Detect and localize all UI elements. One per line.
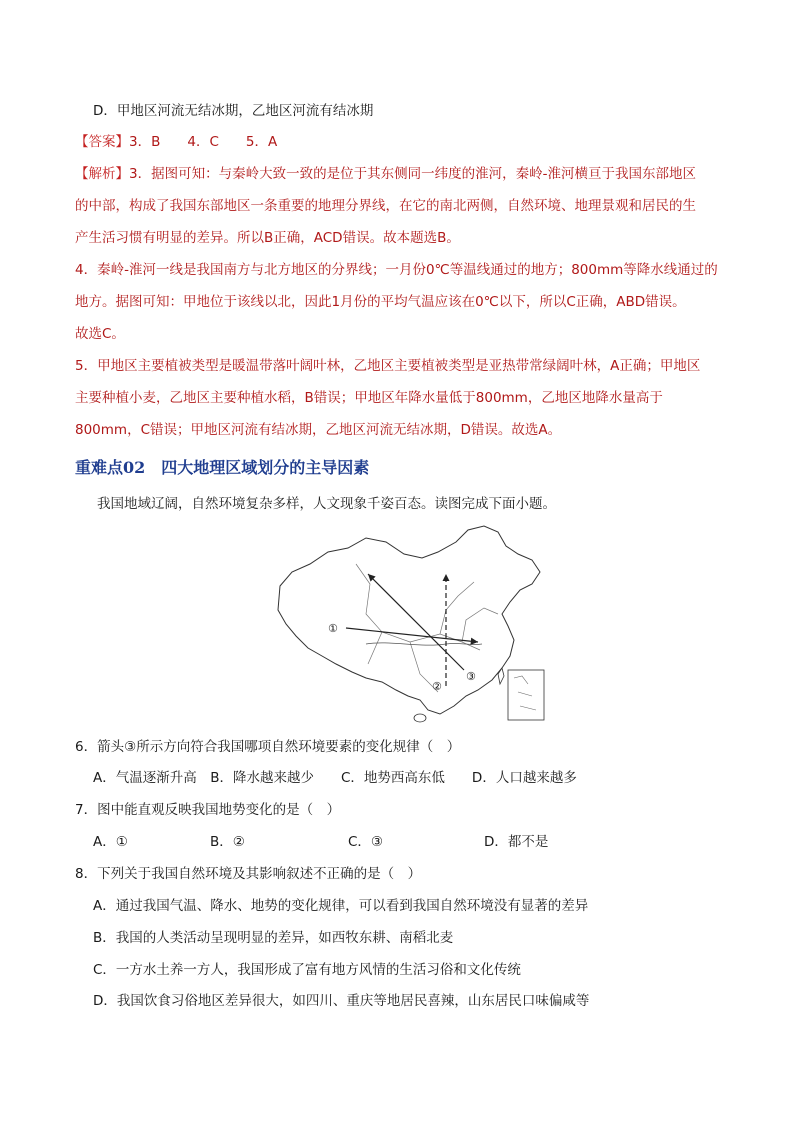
analysis-line-8: 主要种植小麦，乙地区主要种植水稻，B错误；甲地区年降水量低于800mm，乙地区地降水量高于 bbox=[75, 390, 663, 406]
label-2: ② bbox=[432, 680, 442, 693]
south-sea-inset bbox=[508, 670, 544, 720]
analysis-line-6: 故选C。 bbox=[75, 326, 125, 342]
label-1: ① bbox=[328, 622, 338, 635]
analysis-line-5: 地方。据图可知：甲地位于该线以北，因此1月份的平均气温应该在0℃以下，所以C正确，ABD错误。 bbox=[75, 294, 686, 310]
china-map-figure bbox=[270, 524, 548, 724]
intro-text: 我国地域辽阔，自然环境复杂多样，人文现象千姿百态。读图完成下面小题。 bbox=[97, 496, 556, 512]
section-number: 重难点02 bbox=[75, 458, 146, 477]
section-title: 四大地理区域划分的主导因素 bbox=[161, 458, 370, 477]
analysis-text-1: 3．据图可知：与秦岭大致一致的是位于其东侧同一纬度的淮河，秦岭-淮河横亘于我国东部地区 bbox=[129, 166, 696, 182]
question-7-option-d: D．都不是 bbox=[484, 834, 549, 850]
arrow-2 bbox=[368, 574, 464, 670]
answer-line bbox=[75, 132, 277, 152]
analysis-line-7: 5．甲地区主要植被类型是暖温带落叶阔叶林，乙地区主要植被类型是亚热带常绿阔叶林，A正确；甲地区 bbox=[75, 358, 701, 374]
question-6-stem: 6．箭头③所示方向符合我国哪项自然环境要素的变化规律（ ） bbox=[75, 739, 461, 755]
arrow-1 bbox=[346, 628, 478, 642]
question-8-option-c: C．一方水土养一方人，我国形成了富有地方风情的生活习俗和文化传统 bbox=[93, 962, 521, 978]
question-8-option-a: A．通过我国气温、降水、地势的变化规律，可以看到我国自然环境没有显著的差异 bbox=[93, 898, 589, 914]
analysis-line-9: 800mm，C错误；甲地区河流有结冰期，乙地区河流无结冰期，D错误。故选A。 bbox=[75, 422, 562, 438]
question-7-option-b: B．② bbox=[210, 834, 245, 850]
analysis-line-2: 的中部，构成了我国东部地区一条重要的地理分界线，在它的南北两侧，自然环境、地理景观和居民的生 bbox=[75, 198, 696, 214]
analysis-line-3: 产生活习惯有明显的差异。所以B正确，ACD错误。故本题选B。 bbox=[75, 230, 460, 246]
analysis-tag: 【解析】 bbox=[75, 166, 129, 182]
answer-tag: 【答案】 bbox=[75, 134, 129, 150]
question-8-option-b: B．我国的人类活动呈现明显的差异，如西牧东耕、南稻北麦 bbox=[93, 930, 454, 946]
question-7-stem: 7．图中能直观反映我国地势变化的是（ ） bbox=[75, 802, 341, 818]
analysis-line-1 bbox=[75, 164, 696, 184]
label-3: ③ bbox=[466, 670, 476, 683]
china-outline bbox=[278, 526, 540, 714]
question-8-option-d: D．我国饮食习俗地区差异很大，如四川、重庆等地居民喜辣，山东居民口味偏咸等 bbox=[93, 993, 590, 1009]
question-7-option-c: C．③ bbox=[348, 834, 384, 850]
analysis-line-4: 4．秦岭-淮河一线是我国南方与北方地区的分界线；一月份0℃等温线通过的地方；800mm等降水线通过的 bbox=[75, 262, 718, 278]
taiwan-island bbox=[498, 668, 504, 684]
option-d-text: D．甲地区河流无结冰期，乙地区河流有结冰期 bbox=[93, 103, 374, 119]
question-6-options: A．气温逐渐升高 B．降水越来越少 C．地势西高东低 D．人口越来越多 bbox=[93, 770, 577, 786]
question-8-stem: 8．下列关于我国自然环境及其影响叙述不正确的是（ ） bbox=[75, 866, 422, 882]
hainan-island bbox=[414, 714, 426, 722]
answer-text: 3．B 4．C 5．A bbox=[129, 134, 278, 150]
question-7-option-a: A．① bbox=[93, 834, 128, 850]
section-heading bbox=[75, 455, 369, 478]
